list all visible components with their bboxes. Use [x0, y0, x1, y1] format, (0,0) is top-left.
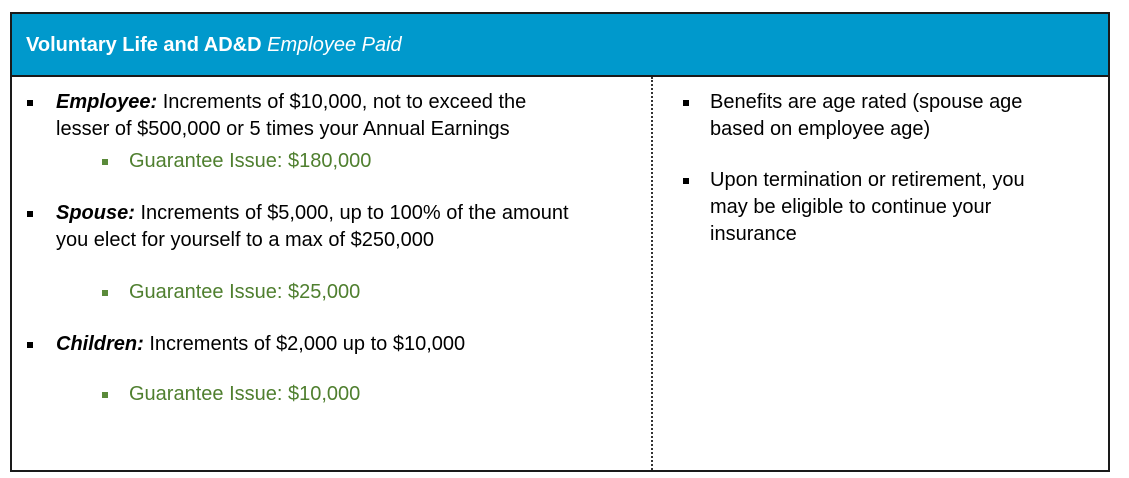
benefits-panel	[10, 12, 1110, 472]
bullet-icon	[27, 211, 33, 217]
children-item	[56, 331, 465, 358]
bullet-icon	[27, 100, 33, 106]
children-line1: Increments of $2,000 up to $10,000	[149, 333, 466, 355]
termination-item	[710, 167, 1025, 248]
employee-guarantee: Guarantee Issue: $180,000	[129, 150, 372, 172]
title-italic: Employee Paid	[267, 34, 402, 56]
column-divider	[651, 77, 653, 470]
children-label: Children:	[56, 333, 144, 355]
bullet-icon	[102, 392, 108, 398]
spouse-guarantee: Guarantee Issue: $25,000	[129, 281, 361, 303]
panel-title	[26, 34, 402, 57]
termination-line3: insurance	[710, 223, 797, 245]
spouse-line1: Increments of $5,000, up to 100% of the amount	[140, 202, 569, 224]
spouse-label: Spouse:	[56, 202, 135, 224]
employee-item	[56, 89, 526, 143]
spouse-line2: you elect for yourself to a max of $250,000	[56, 229, 434, 251]
bullet-icon	[102, 159, 108, 165]
bullet-icon	[683, 178, 689, 184]
termination-line1: Upon termination or retirement, you	[710, 169, 1025, 191]
age-rated-line2: based on employee age)	[710, 118, 931, 140]
termination-line2: may be eligible to continue your	[710, 196, 992, 218]
bullet-icon	[683, 100, 689, 106]
spouse-item	[56, 200, 569, 254]
age-rated-line1: Benefits are age rated (spouse age	[710, 91, 1023, 113]
bullet-icon	[102, 290, 108, 296]
bullet-icon	[27, 342, 33, 348]
title-bold: Voluntary Life and AD&D	[26, 34, 262, 56]
panel-header	[12, 14, 1108, 77]
employee-line1: Increments of $10,000, not to exceed the	[162, 91, 527, 113]
employee-label: Employee:	[56, 91, 158, 113]
employee-line2: lesser of $500,000 or 5 times your Annual Earnings	[56, 118, 510, 140]
children-guarantee: Guarantee Issue: $10,000	[129, 383, 361, 405]
age-rated-item	[710, 89, 1022, 143]
